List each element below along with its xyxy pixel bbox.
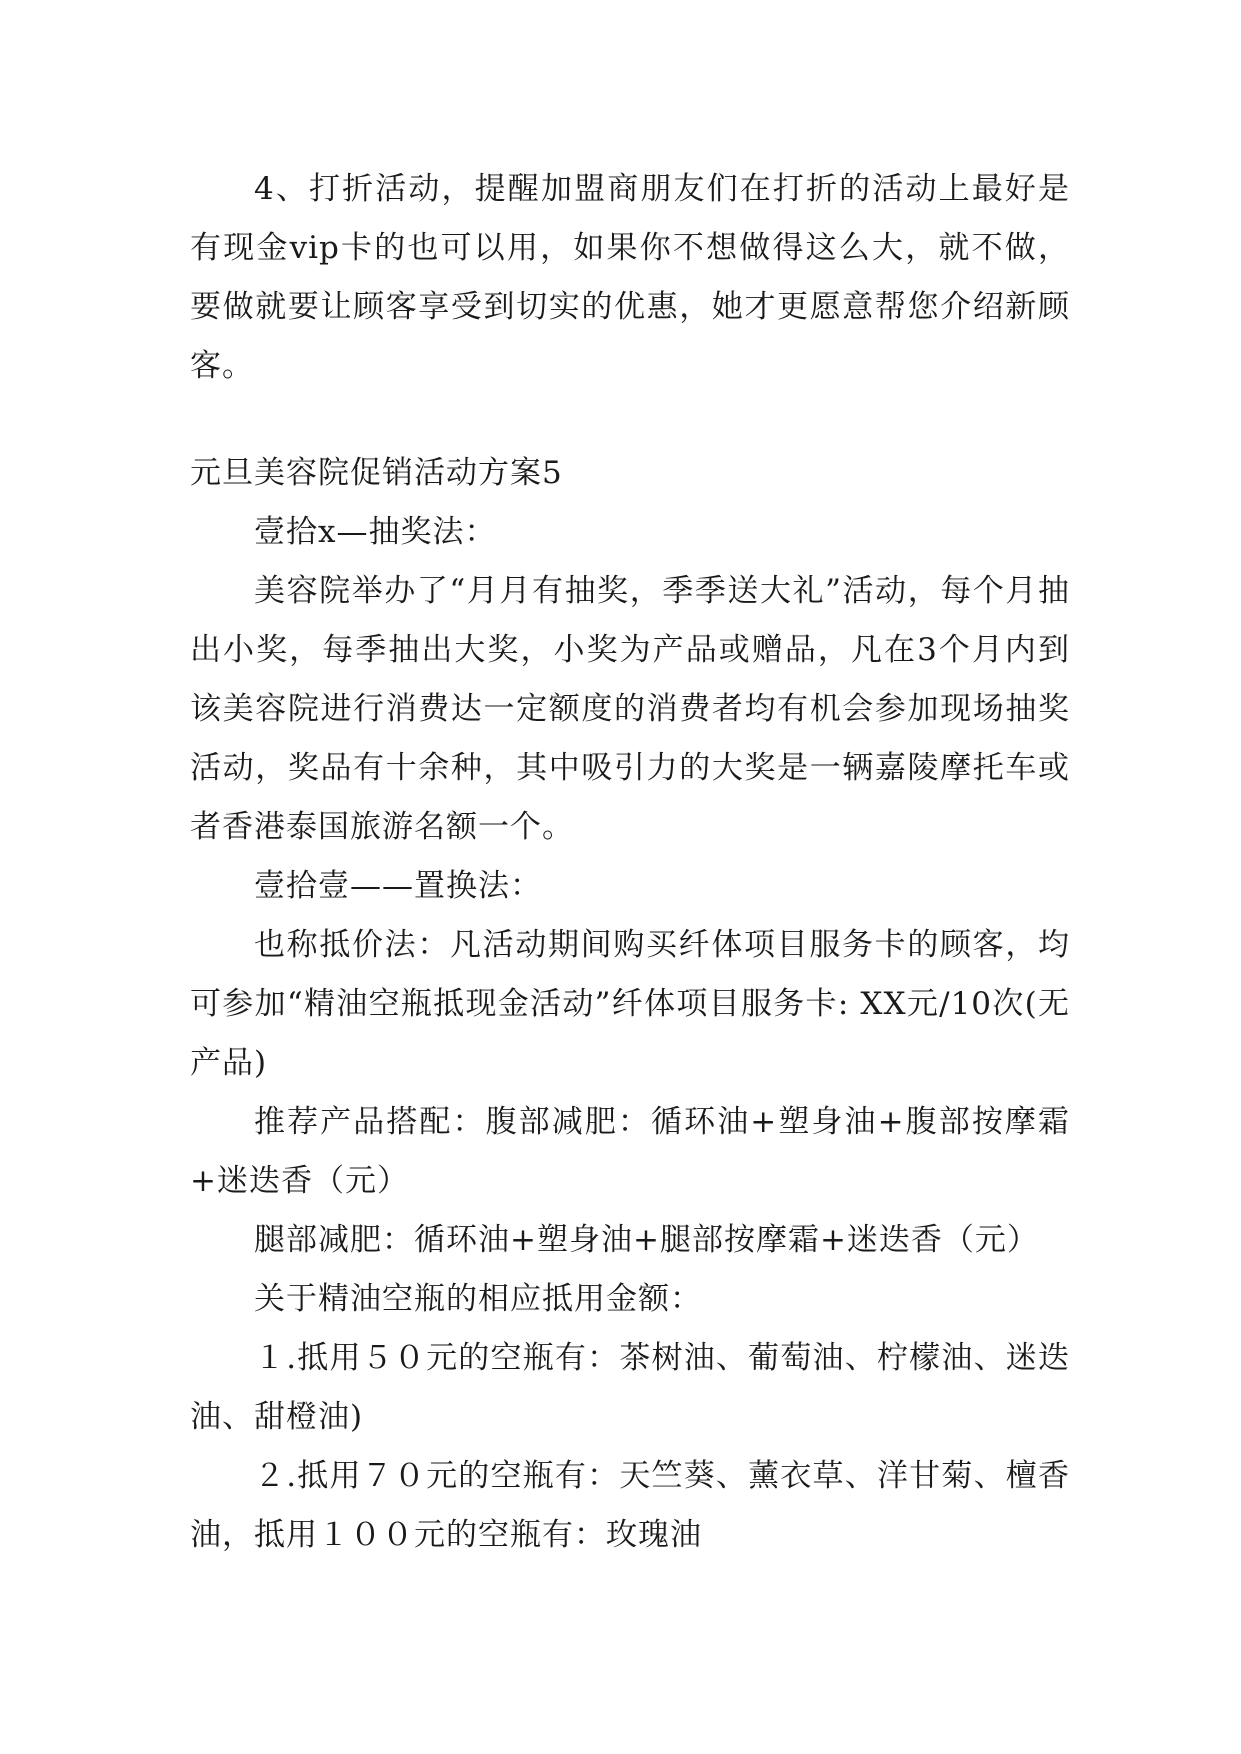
- section-title: 元旦美容院促销活动方案5: [190, 455, 563, 491]
- paragraph-empty-bottle-values: 关于精油空瓶的相应抵用金额：: [254, 1281, 702, 1317]
- subheading-lottery-method: 壹拾x—抽奖法：: [254, 514, 497, 550]
- paragraph-discount-activity: 4、打折活动，提醒加盟商朋友们在打折的活动上最好是有现金vip卡的也可以用，如果你不想做得这么大，就不做，要做就要让顾客享受到切实的优惠，她才更愿意帮您介绍新顾客。: [190, 171, 1070, 384]
- subheading-exchange-method: 壹拾壹——置换法：: [254, 868, 542, 904]
- document-body: [190, 160, 1070, 1565]
- list-item-50-yuan: １.抵用５０元的空瓶有：茶树油、葡萄油、柠檬油、迷迭油、甜橙油): [190, 1340, 1070, 1435]
- paragraph-leg-slimming: 腿部减肥：循环油+塑身油+腿部按摩霜+迷迭香（元）: [254, 1222, 1039, 1258]
- paragraph-lottery-details: 美容院举办了“月月有抽奖，季季送大礼”活动，每个月抽出小奖，每季抽出大奖，小奖为产品或赠品，凡在3个月内到该美容院进行消费达一定额度的消费者均有机会参加现场抽奖活动，奖品有十余种，其中吸引力的大奖是一辆嘉陵摩托车或者香港泰国旅游名额一个。: [190, 573, 1070, 845]
- paragraph-recommended-products: 推荐产品搭配：腹部减肥：循环油+塑身油+腹部按摩霜+迷迭香（元）: [190, 1104, 1070, 1199]
- paragraph-exchange-details: 也称抵价法：凡活动期间购买纤体项目服务卡的顾客，均可参加“精油空瓶抵现金活动”纤体项目服务卡: XX元/10次(无产品): [190, 927, 1070, 1081]
- list-item-70-100-yuan: ２.抵用７０元的空瓶有：天竺葵、薰衣草、洋甘菊、檀香油，抵用１００元的空瓶有：玫瑰油: [190, 1458, 1070, 1553]
